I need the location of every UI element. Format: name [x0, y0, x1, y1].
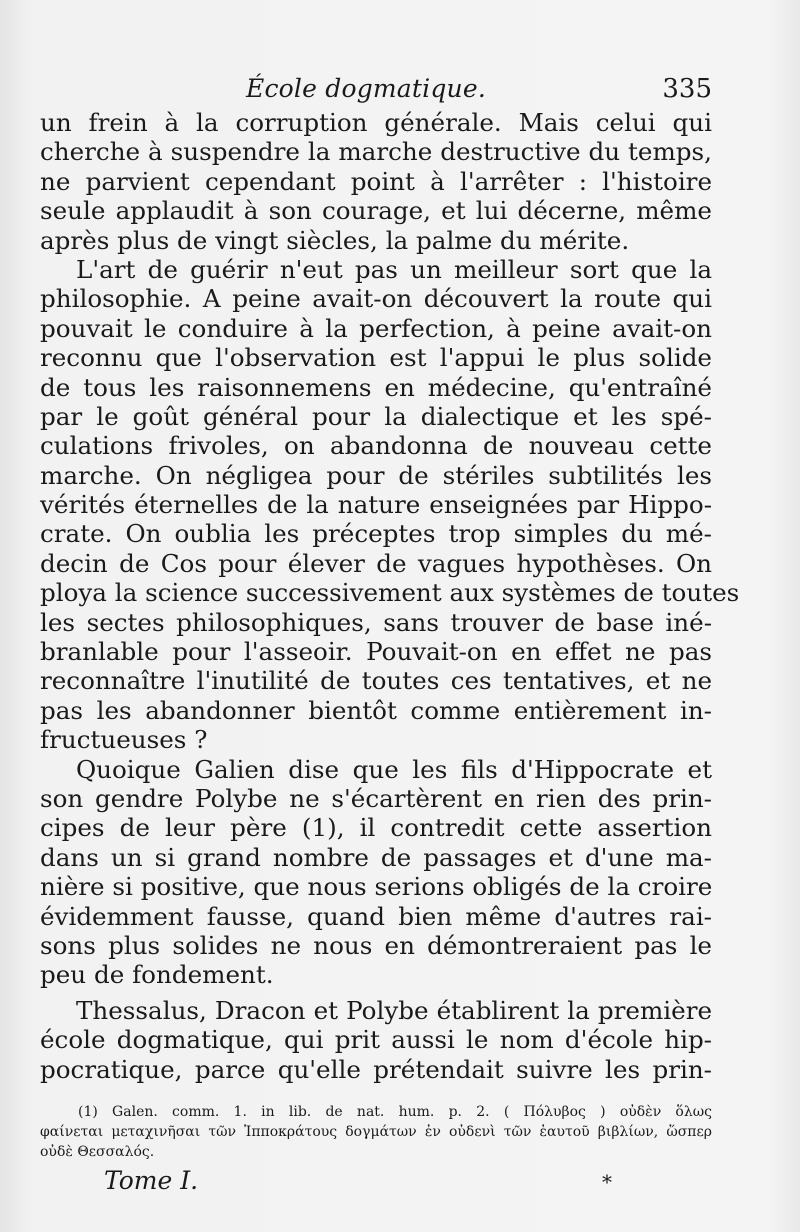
text-line: cipes de leur père (1), il contredit cette assertion [40, 813, 712, 843]
text-line: un frein à la corruption générale. Mais celui qui [40, 108, 712, 137]
text-line: les sectes philosophiques, sans trouver de base iné- [40, 607, 712, 637]
text-line: par le goût général pour la dialectique et les spé- [40, 401, 712, 431]
text-line: Quoique Galien dise que les fils d'Hippocrate et [76, 754, 712, 784]
text-line: pas les abandonner bientôt comme entièrement in- [40, 695, 712, 725]
text-line: reconnaître l'inutilité de toutes ces tentatives, et ne [40, 666, 712, 696]
text-line: L'art de guérir n'eut pas un meilleur sort que la [76, 254, 712, 284]
text-line: reconnu que l'observation est l'appui le plus solide [40, 343, 712, 373]
text-line: vérités éternelles de la nature enseignées par Hippo- [40, 490, 712, 520]
text-line: branlable pour l'asseoir. Pouvait-on en effet ne pas [40, 637, 712, 667]
text-line: son gendre Polybe ne s'écartèrent en rien des prin- [40, 783, 712, 813]
text-line: ne parvient cependant point à l'arrêter : l'histoire [40, 166, 712, 196]
text-line: après plus de vingt siècles, la palme du mérite. [40, 225, 630, 255]
text-line: fructueuses ? [40, 725, 208, 755]
text-line: sons plus solides ne nous en démontreraient pas le [40, 930, 712, 960]
signature-mark: * [602, 1170, 612, 1194]
page-footer [104, 1166, 624, 1200]
text-line: decin de Cos pour élever de vagues hypothèses. On [40, 548, 712, 578]
text-line: Thessalus, Dracon et Polybe établirent la première [76, 995, 712, 1025]
text-line: pocratique, parce qu'elle prétendait suivre les prin- [40, 1054, 712, 1084]
text-line: dans un si grand nombre de passages et d'une ma- [40, 842, 712, 872]
footnote-line: οὐδὲ Θεσσαλός. [40, 1144, 155, 1160]
body-text [40, 108, 740, 1084]
text-line: seule applaudit à son courage, et lui décerne, même [40, 196, 712, 226]
text-line: ploya la science successivement aux systèmes de toutes [40, 578, 740, 608]
page-header [40, 74, 712, 108]
text-line: peu de fondement. [40, 960, 274, 990]
text-line: pouvait le conduire à la perfection, à peine avait-on [40, 313, 712, 343]
footnote-line: (1) Galen. comm. 1. in lib. de nat. hum. p. 2. ( Πόλυβος ) οὐδὲν ὅλως [78, 1104, 712, 1120]
text-line: culations frivoles, on abandonna de nouveau cette [40, 431, 712, 461]
text-line: philosophie. A peine avait-on découvert la route qui [40, 284, 712, 314]
text-line: cherche à suspendre la marche destructive du temps, [40, 137, 712, 167]
text-line: marche. On négligea pour de stériles subtilités les [40, 460, 712, 490]
tome-label: Tome I. [104, 1166, 199, 1195]
page-number: 335 [662, 74, 712, 104]
running-title: École dogmatique. [246, 74, 486, 103]
text-line: de tous les raisonnemens en médecine, qu'entraîné [40, 372, 712, 402]
footnote [40, 1102, 712, 1162]
footnote-line: φαίνεται μεταχινῆσαι τῶν Ἱπποκράτους δογμάτων ἐν οὐδενὶ τῶν ἑαυτοῦ βιβλίων, ὥσπερ [40, 1124, 712, 1140]
text-line: nière si positive, que nous serions obligés de la croire [40, 872, 713, 902]
text-line: école dogmatique, qui prit aussi le nom d'école hip- [40, 1025, 712, 1055]
text-line: crate. On oublia les préceptes trop simples du mé- [40, 519, 712, 549]
text-line: évidemment fausse, quand bien même d'autres rai- [40, 901, 712, 931]
